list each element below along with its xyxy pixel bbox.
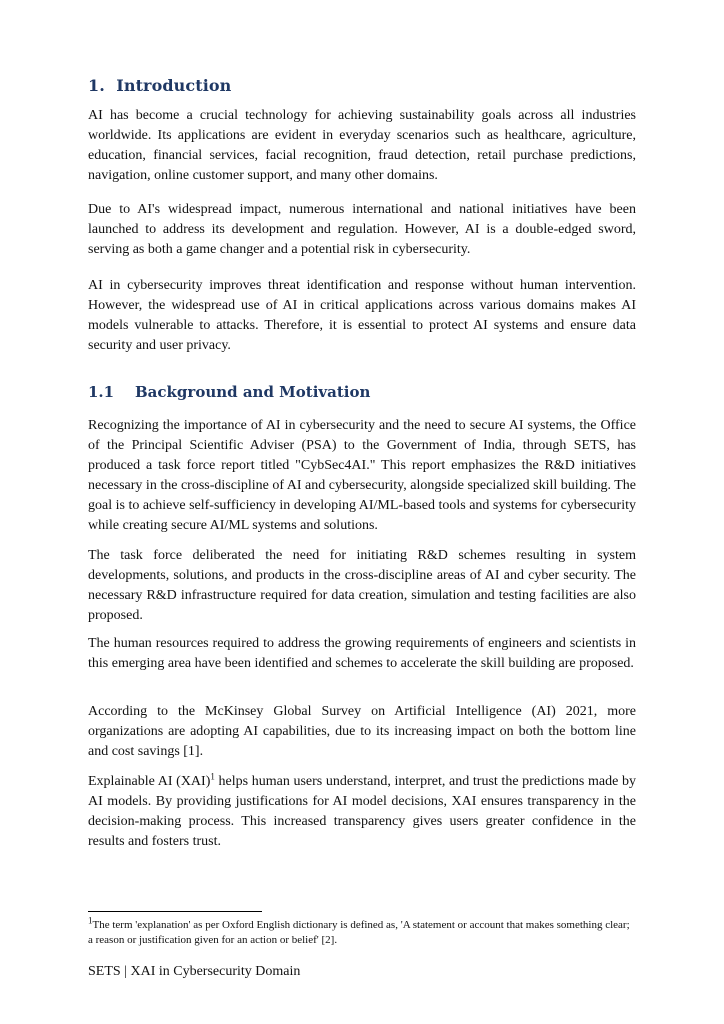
intro-paragraph-3: AI in cybersecurity improves threat identification and response without human intervention. However, the widespread use of AI in critical applications across various domains makes AI models vulnerable to attacks. Therefore, it is essential to protect AI systems and ensure data security and user privacy. xyxy=(88,278,636,353)
xai-text-end: helps human users understand, interpret, and trust the predictions made by AI models. By providing justifications for AI model decisions, XAI ensures transparency in the decision-making process. This increased transparency gives users greater confidence in the results and fosters trust. xyxy=(88,774,636,849)
subsection-heading xyxy=(88,383,370,401)
subsection-number: 1.1 xyxy=(88,383,115,401)
background-paragraph-4: According to the McKinsey Global Survey on Artificial Intelligence (AI) 2021, more organizations are adopting AI capabilities, due to its increasing impact on both the bottom line and cost savings [1]. xyxy=(88,704,636,759)
intro-paragraph-1: AI has become a crucial technology for achieving sustainability goals across all industries worldwide. Its applications are evident in everyday scenarios such as healthcare, agriculture, education, financial services, facial recognition, fraud detection, retail purchase predictions, navigation, online customer support, and many other domains. xyxy=(88,108,636,183)
section-title: Introduction xyxy=(116,76,232,95)
intro-paragraph-2: Due to AI's widespread impact, numerous international and national initiatives have been launched to address its development and regulation. However, AI is a double-edged sword, serving as both a game changer and a potential risk in cybersecurity. xyxy=(88,202,636,257)
page-footer: SETS | XAI in Cybersecurity Domain xyxy=(88,964,301,979)
footnote-divider xyxy=(88,911,262,912)
background-paragraph-2: The task force deliberated the need for initiating R&D schemes resulting in system developments, solutions, and products in the cross-discipline areas of AI and cyber security. The necessary R&D infrastructure required for data creation, simulation and testing facilities are also proposed. xyxy=(88,548,636,623)
xai-text-start: Explainable AI (XAI) xyxy=(88,774,211,789)
footnote xyxy=(88,915,636,948)
footnote-reference[interactable]: 1 xyxy=(210,771,215,782)
subsection-title: Background and Motivation xyxy=(135,383,371,401)
section-number: 1. xyxy=(88,76,105,95)
footnote-text: The term 'explanation' as per Oxford English dictionary is defined as, 'A statement or account that makes something clear; a reason or justification given for an action or belief' [2]. xyxy=(88,919,630,946)
footnote-marker: 1 xyxy=(88,915,93,926)
background-paragraph-1: Recognizing the importance of AI in cybersecurity and the need to secure AI systems, the Office of the Principal Scientific Adviser (PSA) to the Government of India, through SETS, has produced a task force report titled "CybSec4AI." This report emphasizes the R&D initiatives necessary in the cross-discipline of AI and cybersecurity, alongside specialized skill building. The goal is to achieve self-sufficiency in developing AI/ML-based tools and systems for cybersecurity while creating secure AI/ML systems and solutions. xyxy=(88,418,636,533)
section-heading xyxy=(88,76,231,95)
xai-paragraph xyxy=(88,772,636,852)
background-paragraph-3: The human resources required to address the growing requirements of engineers and scientists in this emerging area have been identified and schemes to accelerate the skill building are proposed. xyxy=(88,636,636,671)
